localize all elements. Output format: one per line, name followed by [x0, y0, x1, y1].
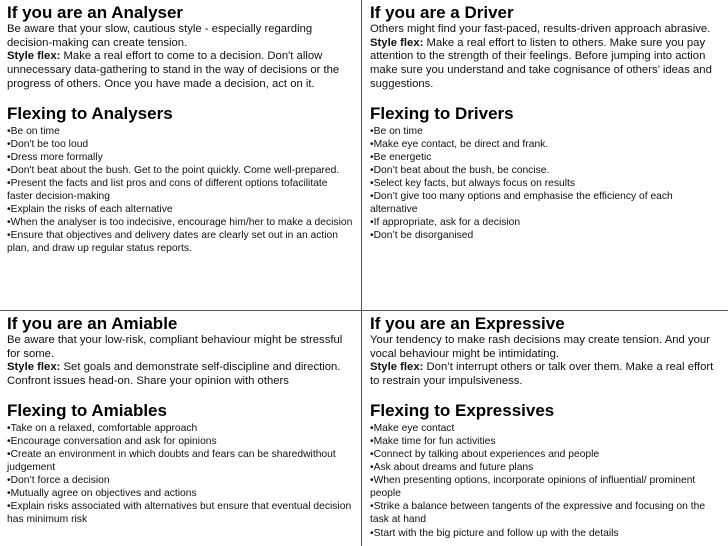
expressives-bullet-list [370, 422, 722, 540]
list-item-text: Present the facts and list pros and cons of different options tofacilitate faster decision-making [7, 177, 328, 202]
bullet-icon: • [7, 230, 11, 242]
bullet-icon: • [7, 125, 11, 137]
list-item-text: Take on a relaxed, comfortable approach [10, 422, 198, 434]
list-item-text: Explain risks associated with alternatives but ensure that eventual decision has minimum risk [7, 501, 352, 526]
drivers-bullet-list [370, 125, 722, 243]
flexing-analysers-title: Flexing to Analysers [7, 103, 173, 123]
list-item [370, 474, 722, 500]
list-item [370, 177, 722, 190]
list-item [7, 500, 355, 526]
expressive-quadrant [362, 311, 728, 546]
analysers-bullet-list [7, 125, 355, 256]
bullet-icon: • [7, 217, 11, 229]
analyser-title: If you are an Analyser [7, 3, 184, 22]
analyser-intro: Be aware that your slow, cautious style - especially regarding decision-making can create tension. [7, 23, 313, 49]
list-item [7, 422, 355, 435]
list-item [370, 461, 722, 474]
list-item [370, 229, 722, 242]
analyser-quadrant [0, 0, 362, 311]
list-item [7, 229, 355, 255]
list-item-text: Mutually agree on objectives and actions [10, 488, 197, 500]
style-flex-label: Style flex: [7, 361, 61, 374]
list-item [370, 151, 722, 164]
list-item-text: Be energetic [373, 151, 432, 163]
list-item [7, 164, 355, 177]
bullet-icon: • [370, 230, 374, 242]
style-flex-label: Style flex: [370, 36, 424, 49]
bullet-icon: • [370, 177, 374, 189]
list-item [7, 138, 355, 151]
list-item-text: When presenting options, incorporate opinions of influential/ prominent people [370, 475, 696, 500]
list-item-text: Create an environment in which doubts and fears can be sharedwithout judgement [7, 449, 336, 474]
bullet-icon: • [370, 190, 374, 202]
flexing-expressives-title: Flexing to Expressives [370, 400, 555, 420]
expressive-intro: Your tendency to make rash decisions may create tension. And your vocal behaviour might be intimidating. [370, 334, 710, 360]
bullet-icon: • [7, 475, 11, 487]
bullet-icon: • [7, 449, 11, 460]
list-item [7, 487, 355, 500]
amiable-title: If you are an Amiable [7, 314, 178, 333]
list-item [370, 190, 722, 216]
amiable-style-flex [7, 361, 355, 388]
list-item-text: Connect by talking about experiences and people [373, 449, 600, 460]
list-item [370, 500, 722, 526]
bullet-icon: • [7, 204, 11, 216]
list-item-text: Select key facts, but always focus on results [373, 177, 576, 189]
bullet-icon: • [7, 435, 11, 447]
driver-quadrant [362, 0, 728, 311]
bullet-icon: • [7, 177, 11, 189]
bullet-icon: • [370, 527, 374, 539]
list-item-text: Ask about dreams and future plans [373, 462, 534, 474]
list-item-text: Ensure that objectives and delivery dates are clearly set out in an action plan, and draw up regular status reports. [7, 230, 339, 255]
style-flex-text: Set goals and demonstrate self-discipline and direction. Confront issues head-on. Share your opinion with others [7, 361, 341, 388]
list-item-text: Don’t force a decision [10, 475, 110, 487]
bullet-icon: • [370, 138, 374, 150]
flexing-amiables-title: Flexing to Amiables [7, 400, 167, 420]
bullet-icon: • [370, 217, 374, 229]
list-item-text: When the analyser is too indecisive, encourage him/her to make a decision [10, 217, 353, 229]
list-item [370, 527, 722, 540]
list-item [7, 151, 355, 164]
analyser-style-flex [7, 50, 355, 91]
bullet-icon: • [7, 501, 11, 513]
bullet-icon: • [370, 435, 374, 447]
bullet-icon: • [370, 501, 374, 513]
list-item [370, 125, 722, 138]
bullet-icon: • [370, 475, 374, 487]
list-item-text: Encourage conversation and ask for opinions [10, 435, 217, 447]
style-flex-text: Make a real effort to listen to others. Make sure you pay attention to the strength of their feelings. Before jumping into action make sure you understand and take cognisance of others’ ideas and suggestions. [370, 36, 712, 90]
flexing-drivers-title: Flexing to Drivers [370, 103, 514, 123]
list-item [7, 435, 355, 448]
list-item [7, 125, 355, 138]
list-item [7, 177, 355, 203]
driver-style-flex [370, 37, 722, 92]
list-item-text: Make eye contact, be direct and frank. [373, 138, 549, 150]
list-item-text: Make time for fun activities [373, 435, 496, 447]
expressive-style-flex [370, 361, 722, 388]
list-item-text: Start with the big picture and follow up with the details [373, 527, 619, 539]
list-item-text: Be on time [10, 125, 60, 137]
list-item [7, 203, 355, 216]
amiables-bullet-list [7, 422, 355, 527]
bullet-icon: • [7, 138, 11, 150]
style-flex-text: Make a real effort to come to a decision. Don't allow unnecessary data-gathering to stand in the way of decisions or the progress of others. Once you have made a decision, act on it. [7, 50, 340, 90]
list-item [7, 448, 355, 474]
list-item [370, 138, 722, 151]
list-item-text: If appropriate, ask for a decision [373, 217, 521, 229]
list-item-text: Strike a balance between tangents of the expressive and focusing on the task at hand [370, 501, 706, 526]
list-item [370, 448, 722, 461]
list-item-text: Don’t be disorganised [373, 230, 474, 242]
bullet-icon: • [7, 151, 11, 163]
expressive-title: If you are an Expressive [370, 314, 565, 333]
list-item [7, 474, 355, 487]
bullet-icon: • [370, 125, 374, 137]
list-item-text: Don’t beat about the bush, be concise. [373, 164, 550, 176]
style-flex-text: Don’t interrupt others or talk over them. Make a real effort to restrain your impulsiveness. [370, 361, 714, 388]
list-item-text: Dress more formally [10, 151, 103, 163]
list-item-text: Be on time [373, 125, 423, 137]
list-item [7, 216, 355, 229]
list-item [370, 164, 722, 177]
bullet-icon: • [370, 151, 374, 163]
list-item [370, 422, 722, 435]
list-item-text: Make eye contact [373, 422, 455, 434]
style-flex-label: Style flex: [370, 361, 424, 374]
bullet-icon: • [370, 449, 374, 460]
list-item-text: Don't beat about the bush. Get to the point quickly. Come well-prepared. [10, 164, 340, 176]
list-item-text: Don’t give too many options and emphasise the efficiency of each alternative [370, 190, 673, 216]
bullet-icon: • [370, 422, 374, 434]
bullet-icon: • [370, 462, 374, 474]
list-item-text: Explain the risks of each alternative [10, 204, 173, 216]
list-item [370, 435, 722, 448]
driver-title: If you are a Driver [370, 3, 514, 22]
bullet-icon: • [7, 488, 11, 500]
amiable-intro: Be aware that your low-risk, compliant behaviour might be stressful for some. [7, 334, 343, 360]
list-item [370, 216, 722, 229]
list-item-text: Don't be too loud [10, 138, 89, 150]
style-flex-label: Style flex: [7, 50, 61, 63]
bullet-icon: • [7, 164, 11, 176]
amiable-quadrant [0, 311, 362, 546]
bullet-icon: • [7, 422, 11, 434]
driver-intro: Others might find your fast-paced, results-driven approach abrasive. [370, 23, 711, 35]
bullet-icon: • [370, 164, 374, 176]
